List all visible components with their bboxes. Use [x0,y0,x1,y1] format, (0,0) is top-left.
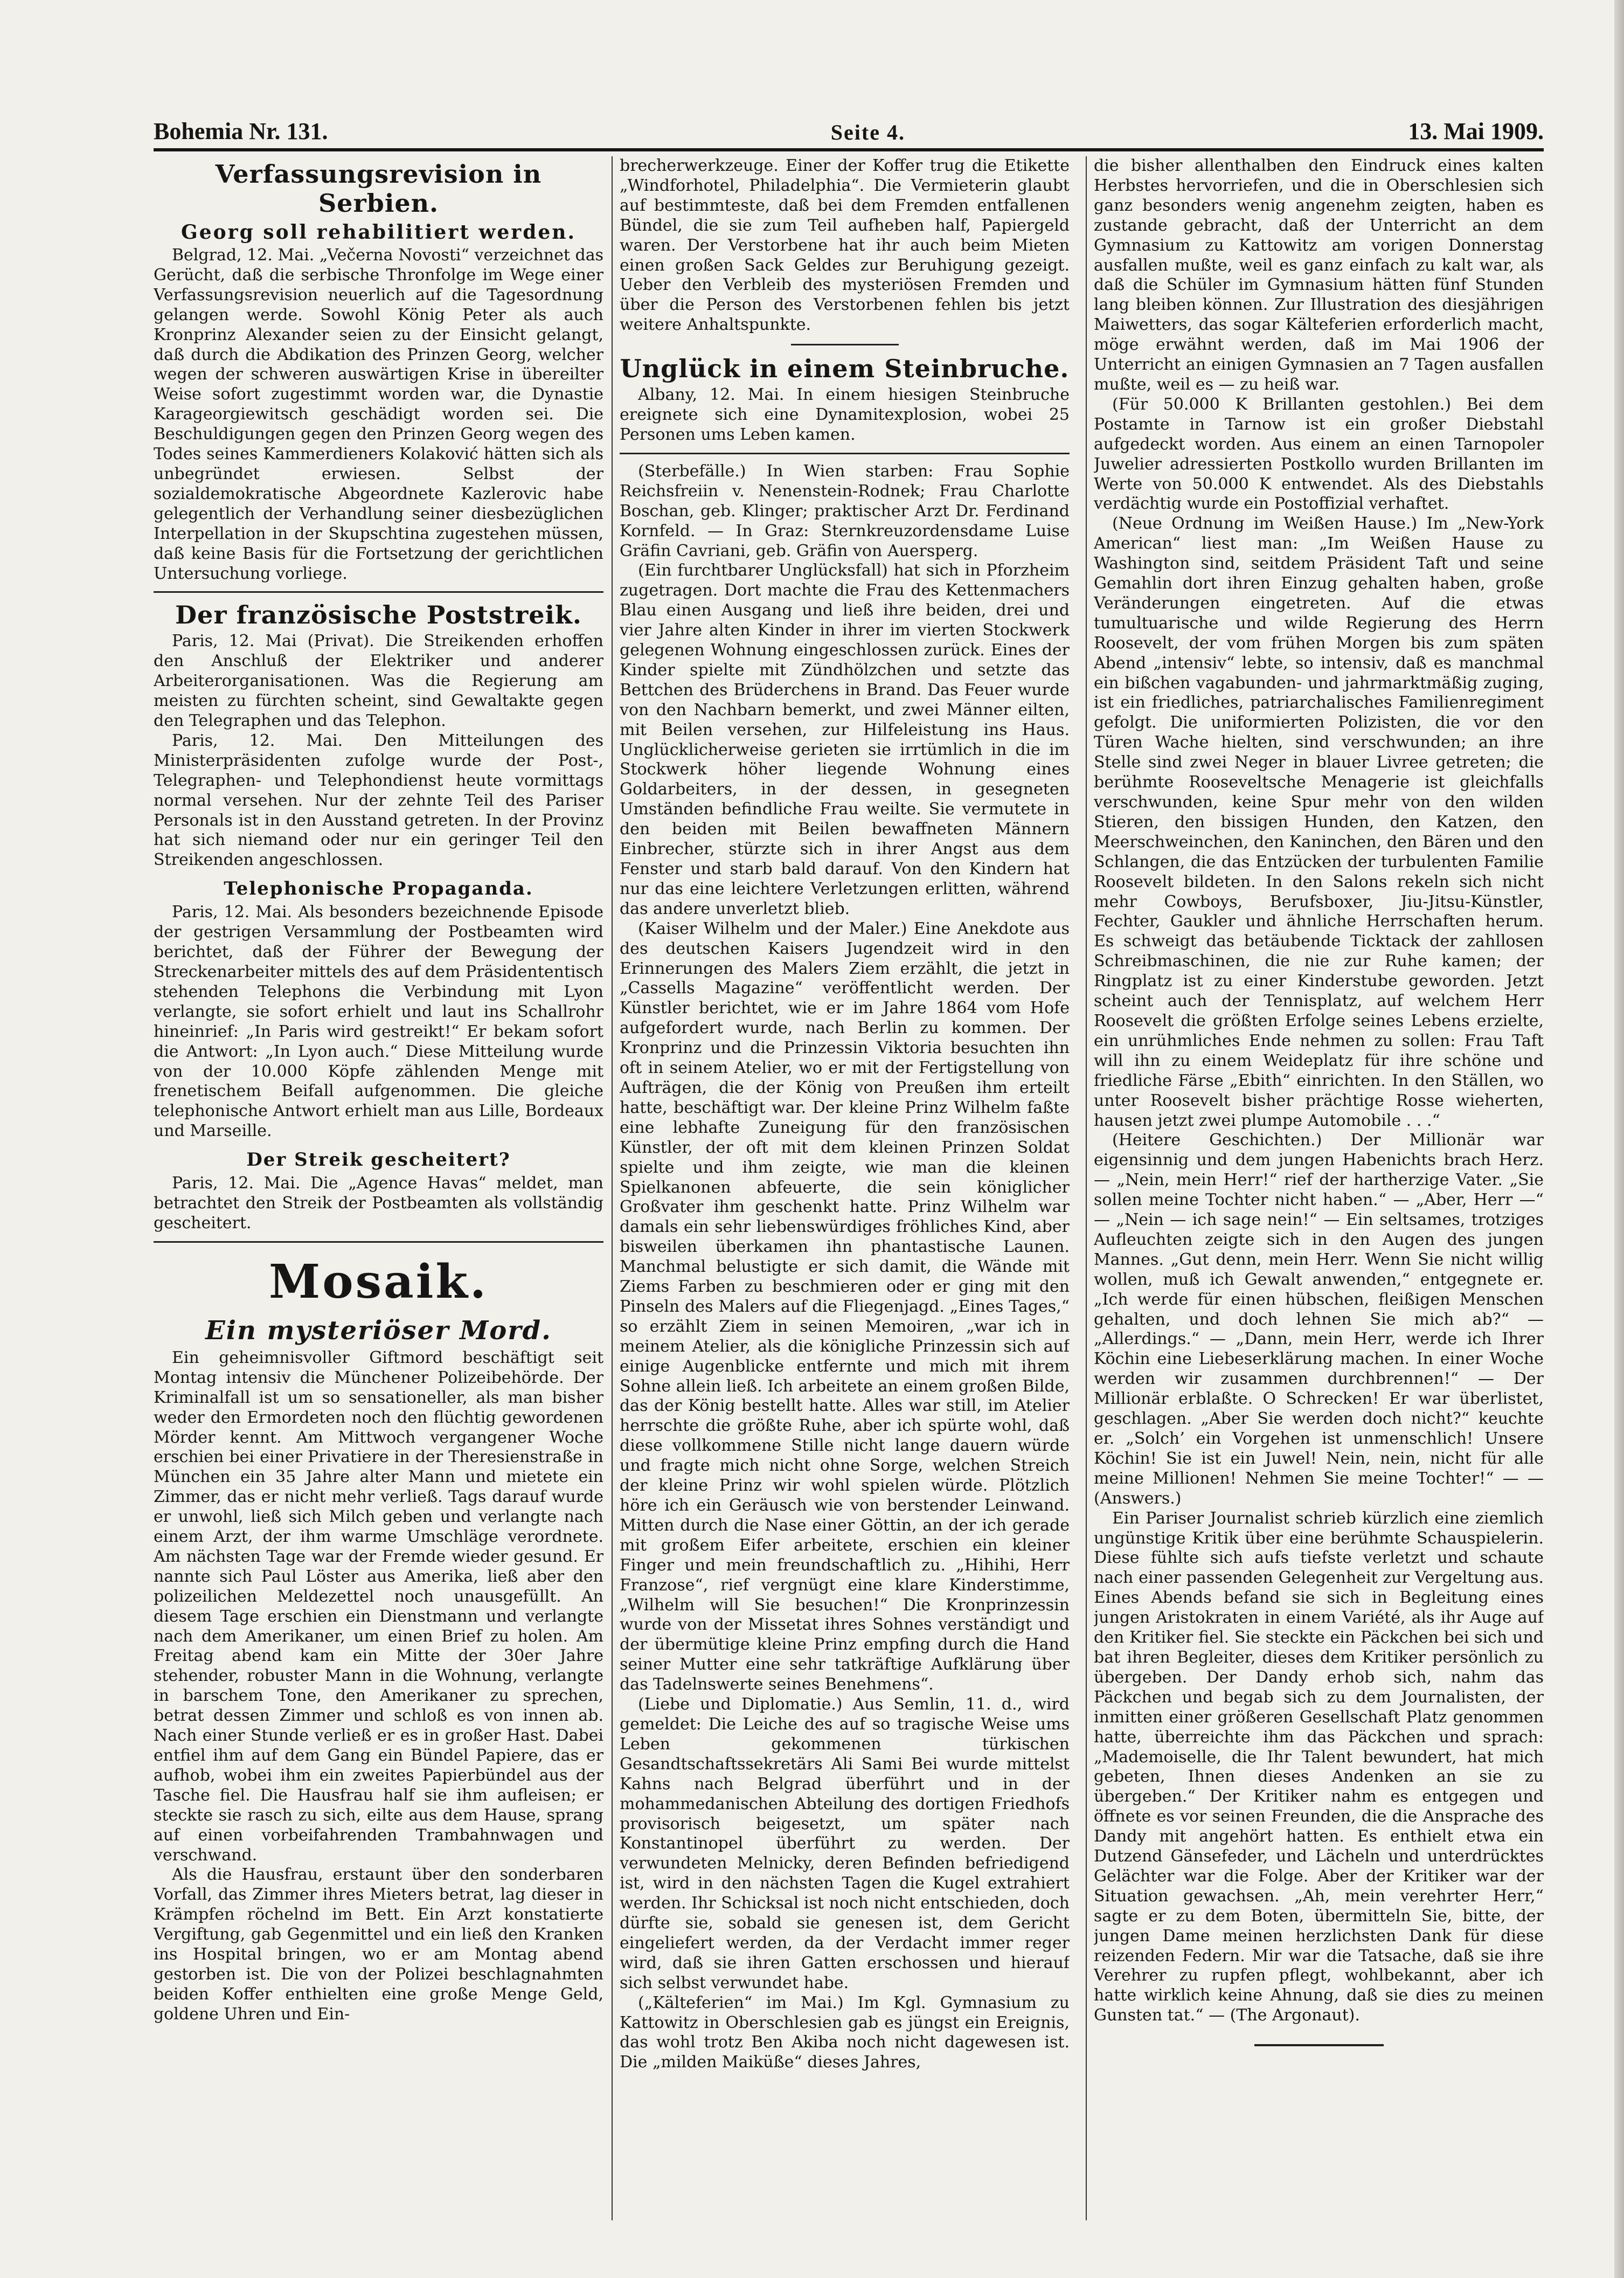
article-telephone-propaganda: Paris, 12. Mai. Als besonders bezeichnende Episode der gestrigen Versammlung der Postbeamten wird berichtet, daß der Führer der Bewegung der Streckenarbeiter mittels des auf dem Präsidententisch stehenden Telephons die Verbindung mit Lyon verlangte, sie sofort erhielt und laut ins Schallrohr hineinrief: „In Paris wird gestreikt!“ Er bekam sofort die Antwort: „In Lyon auch.“ Diese Mitteilung wurde von der 10.000 Köpfe zählenden Menge mit frenetischem Beifall aufgenommen. Die gleiche telephonische Antwort erhielt man aus Lille, Bordeaux und Marseille. [154,903,603,1141]
masthead-page-number: Seite 4. [830,120,905,144]
article-cold-holidays-continuation: die bisher allenthalben den Eindruck eines kalten Herbstes hervorriefen, und die in Oberschlesien sich ganz besonders wenig angenehm zeigten, haben es zustande gebracht, daß der Unterricht an dem Gymnasium zu Kattowitz am vorigen Donnerstag ausfallen mußte, weil es ganz einfach zu kalt war, als daß die Schüler im Gymnasium hätten fünf Stunden lang bleiben können. Zur Illustration des diesjährigen Maiwetters, das sogar Kälteferien erforderlich macht, möge erwähnt werden, daß im Mai 1906 der Unterricht an einigen Gymnasien an 7 Tagen ausfallen mußte, weil es — zu heiß war. [1094,156,1544,394]
headline-quarry-accident: Unglück in einem Steinbruche. [620,354,1070,384]
end-rule [1254,2044,1384,2046]
article-love-diplomacy: (Liebe und Diplomatie.) Aus Semlin, 11. d., wird gemeldet: Die Leiche des auf so tragische Weise ums Leben gekommenen türkischen Gesandtschaftssekretärs Ali Sami Bei wurde mittelst Kahns nach Belgrad überführt und in der mohammedanischen Abteilung des dortigen Friedhofs provisorisch beigesetzt, um später nach Konstantinopel überführt zu werden. Der verwundeten Melnicky, deren Befinden befriedigend ist, wird in den nächsten Tagen die Kugel extrahiert werden. Ihr Schicksal ist noch nicht entschieden, doch dürfte sie, sobald sie genesen ist, dem Gericht eingeliefert werden, da der Verdacht immer reger wird, daß sie ihren Gatten erschossen und hierauf sich selbst verwundet habe. [620,1695,1070,1992]
article-murder-continuation: brecherwerkzeuge. Einer der Koffer trug die Etikette „Windforhotel, Philadelphia“. Die Vermieterin glaubt auf bestimmteste, daß bei dem Fremden entfallenen Bündel, die sie zum Teil aufheben half, Papiergeld waren. Der Verstorbene hat ihr auch beim Mieten einen großen Sack Geldes zur Beruhigung gezeigt. Ueber den Verbleib des mysteriösen Fremden und über die Person des Verstorbenen fehlen bis jetzt weitere Anhaltspunkte. [620,156,1070,335]
article-paris-journalist: Ein Pariser Journalist schrieb kürzlich eine ziemlich ungünstige Kritik über eine berühmte Schauspielerin. Diese fühlte sich aufs tiefste verletzt und schaute nach einer passenden Gelegenheit zur Vergeltung aus. Eines Abends befand sie sich in Begleitung eines jungen Aristokraten in einem Variété, als ihr Auge auf den Kritiker fiel. Sie steckte ein Päckchen bei sich und bat ihren Begleiter, dieses dem Kritiker persönlich zu übergeben. Der Dandy erhob sich, nahm das Päckchen und begab sich zu dem Journalisten, der inmitten einer größeren Gesellschaft Platz genommen hatte, überreichte ihm das Päckchen und sprach: „Mademoiselle, die Ihr Talent bewundert, hat mich gebeten, Ihnen dieses Andenken an sie zu übergeben.“ Der Kritiker nahm es entgegen und öffnete es vor seinen Freunden, die die Ansprache des Dandy mit angehört hatten. Es enthielt etwa ein Dutzend Gänsefeder, und Lächeln und unterdrücktes Gelächter war die Folge. Aber der Kritiker war der Situation gewachsen. „Ah, mein verehrter Herr,“ sagte er zu dem Boten, übermitteln Sie, bitte, der jungen Dame meinen herzlichsten Dank für diese reizenden Federn. Mir war die Tatsache, daß sie ihre Verehrer zu rupfen pflegt, wohlbekannt, aber ich hatte wirklich keine Ahnung, daß sie dies zu meinen Gunsten tat.“ — (The Argonaut). [1094,1508,1544,2025]
article-deaths: (Sterbefälle.) In Wien starben: Frau Sophie Reichsfreiin v. Nenenstein-Rodnek; Frau Charlotte Boschan, geb. Klinger; praktischer Arzt Dr. Ferdinand Kornfeld. — In Graz: Sternkreuzordensdame Luise Gräfin Cavriani, geb. Gräfin von Auersperg. [620,461,1070,560]
section-title-mosaik: Mosaik. [269,1254,488,1309]
article-murder-text-2: Als die Hausfrau, erstaunt über den sonderbaren Vorfall, das Zimmer ihres Mieters betrat, lag dieser in Krämpfen röchelnd im Bett. Ein Arzt konstatierte Vergiftung, gab Gegenmittel und ein ließ den Kranken ins Hospital bringen, wo er am Montag abend gestorben ist. Die von der Polizei beschlagnahmten beiden Koffer enthielten eine große Menge Geld, goldene Uhren und Ein- [154,1865,603,2024]
article-serbia-text: Belgrad, 12. Mai. „Večerna Novosti“ verzeichnet das Gerücht, daß die serbische Thronfolge im Wege einer Verfassungsrevision neuerlich auf die Tagesordnung gelangen werde. Sowohl König Peter als auch Kronprinz Alexander seien zu der Einsicht gelangt, daß durch die Abdikation des Prinzen Georg, welcher wegen der schweren auswärtigen Krise in übereilter Weise sofort zugestimmt worden war, die Dynastie Karageorgiewitsch geschädigt worden sei. Die Beschuldigungen gegen den Prinzen Georg wegen des Todes seines Kammerdieners Kolaković hätten sich als unbegründet erwiesen. Selbst der sozialdemokratische Abgeordnete Kazlerovic habe gelegentlich der Verhandlung seiner diesbezüglichen Interpellation in der Skupschtina zugestehen müssen, daß keine Basis für die Fortsetzung der gerichtlichen Untersuchung vorliege. [154,246,603,583]
article-poststrike-paris-1: Paris, 12. Mai (Privat). Die Streikenden erhoffen den Anschluß der Elektriker und anderer Arbeiterorganisationen. Was die Regierung am meisten zu fürchten scheint, sind Gewaltakte gegen den Telegraphen und das Telephon. [154,632,603,731]
headline-serbia: Verfassungsrevision in Serbien. [215,160,542,218]
article-diamond-theft: (Für 50.000 K Brillanten gestohlen.) Bei dem Postamte in Tarnow ist ein großer Diebstahl aufgedeckt worden. Aus einem an einen Tarnopoler Juwelier adressierten Postkollo wurden Brillanten im Werte von 50.000 K entwendet. Als des Diebstahls verdächtig wurde ein Postoffizial verhaftet. [1094,394,1544,514]
section-rule [154,591,603,593]
subheadline-telephone-propaganda: Telephonische Propaganda. [224,878,533,900]
masthead-paper-issue: Bohemia Nr. 131. [154,118,328,144]
column-1 [154,156,603,2247]
subheadline-georg: Georg soll rehabilitiert werden. [181,221,577,244]
column-divider-2 [1086,156,1087,2220]
subheadline-strike-failed: Der Streik gescheitert? [246,1149,511,1171]
masthead-rule [154,148,1544,151]
page-edge [1614,0,1624,2278]
headline-poststrike: Der französische Poststreik. [175,600,582,630]
column-3 [1094,156,1544,2247]
article-murder-text-1: Ein geheimnisvoller Giftmord beschäftigt seit Montag intensiv die Münchener Polizeibehörde. Der Kriminalfall ist um so sensationeller, als man bisher weder den Ermordeten noch den flüchtig gewordenen Mörder kennt. Am Mittwoch vergangener Woche erschien bei einer Privatiere in der Theresienstraße in München ein 35 Jahre alter Mann und mietete ein Zimmer, das er nicht mehr verließ. Tags darauf wurde er unwohl, ließ sich Milch geben und verlangte nach einem Arzt, der ihm warme Umschläge verordnete. Am nächsten Tage war der Fremde wieder gesund. Er nannte sich Paul Löster aus Amerika, ließ aber den polizeilichen Meldezettel noch unausgefüllt. An diesem Tage erschien ein Dienstmann und verlangte nach dem Amerikaner, um einen Brief zu holen. Am Freitag abend kam ein Mitte der 30er Jahre stehender, robuster Mann in die Wohnung, verlangte in barschem Tone, den Amerikaner zu sprechen, betrat dessen Zimmer und schloß es von innen ab. Nach einer Stunde verließ er es in großer Hast. Dabei entfiel ihm auf dem Gang ein Bündel Papiere, das er aufhob, wobei ihm ein zweites Papierbündel aus der Tasche fiel. Die Hausfrau half sie ihm aufleisen; er steckte sie rasch zu sich, eilte aus dem Hause, sprang auf einen vorbeifahrenden Trambahnwagen und verschwand. [154,1348,603,1865]
article-kaiser-wilhelm-painter: (Kaiser Wilhelm und der Maler.) Eine Anekdote aus des deutschen Kaisers Jugendzeit wird in den Erinnerungen des Malers Ziem erzählt, die jetzt in „Cassells Magazine“ veröffentlicht werden. Der Künstler berichtet, wie er im Jahre 1864 vom Hofe aufgefordert wurde, nach Berlin zu kommen. Der Kronprinz und die Prinzessin Viktoria besuchten ihn oft in seinem Atelier, wo er mit der Fertigstellung von Aufträgen, die der König von Preußen ihm erteilt hatte, beschäftigt war. Der kleine Prinz Wilhelm faßte eine lebhafte Zuneigung für den französischen Künstler, der oft mit dem kleinen Prinzen Soldat spielte und ihm zeigte, wie man die kleinen Spielkanonen abfeuerte, die sein königlicher Großvater ihm geschenkt hatte. Prinz Wilhelm war damals ein sehr liebenswürdiges fröhliches Kind, aber bisweilen überkamen ihn phantastische Launen. Manchmal belustigte er sich damit, die Wände mit Ziems Farben zu beschmieren oder er ging mit den Pinseln des Malers auf die Fliegenjagd. „Eines Tages,“ so erzählt Ziem in seinen Memoiren, „war ich in meinem Atelier, als die königliche Prinzessin sich auf einige Augenblicke entfernte und mich mit ihrem Sohne allein ließ. Ich arbeitete an einem großen Bilde, das der König bestellt hatte. Alles war still, im Atelier herrschte die größte Ruhe, aber ich spürte wohl, daß diese vollkommene Stille nicht lange dauern würde und fragte mich nicht ohne Sorge, welchen Streich der kleine Prinz wir wohl spielen würde. Plötzlich höre ich ein Geräusch wie von berstender Leinwand. Mitten durch die Nase einer Göttin, an der ich gerade mit großem Eifer arbeitete, erschien ein kleiner Finger und mein freundschaftlich zu. „Hihihi, Herr Franzose“, rief vergnügt eine klare Kinderstimme, „Wilhelm will Sie besuchen!“ Die Kronprinzessin wurde von der Missetat ihres Sohnes verständigt und der übermütige kleine Prinz empfing durch die Hand seiner Mutter eine sehr tatkräftige Aufklärung über das Tadelnswerte seines Benehmens“. [620,919,1070,1694]
column-2 [620,156,1070,2247]
masthead-date: 13. Mai 1909. [1408,118,1544,144]
article-quarry-accident: Albany, 12. Mai. In einem hiesigen Steinbruche ereignete sich eine Dynamitexplosion, wobei 25 Personen ums Leben kamen. [620,385,1070,444]
masthead [154,106,1544,143]
headline-mysterious-murder: Ein mysteriöser Mord. [205,1315,552,1346]
article-cold-holidays: („Kälteferien“ im Mai.) Im Kgl. Gymnasium zu Kattowitz in Oberschlesien gab es jüngst ein Ereignis, das wohl trotz Ben Akiba noch nicht dagewesen ist. Die „milden Maiküße“ dieses Jahres, [620,1993,1070,2072]
article-pforzheim-accident: (Ein furchtbarer Unglücksfall) hat sich in Pforzheim zugetragen. Dort machte die Frau des Kettenmachers Blau einen Ausgang und ließ ihre beiden, drei und vier Jahre alten Kinder in ihrer im vierten Stockwerk gelegenen Wohnung eingeschlossen zurück. Eines der Kinder spielte mit Zündhölzchen und setzte das Bettchen des Brüderchens in Brand. Das Feuer wurde von den Nachbarn bemerkt, und zwei Männer eilten, mit Beilen versehen, zur Hilfeleistung ins Haus. Unglücklicherweise gerieten sie irrtümlich in die im Stockwerk höher liegende Wohnung eines Goldarbeiters, in der dessen, in gesegneten Umständen befindliche Frau weilte. Sie vermutete in den beiden mit Beilen bewaffneten Männern Einbrecher, stürzte sich in ihrer Angst aus dem Fenster und starb bald darauf. Von den Kindern hat nur das eine leichtere Verletzungen erlitten, während das andere unverletzt blieb. [620,561,1070,918]
article-strike-failed: Paris, 12. Mai. Die „Agence Havas“ meldet, man betrachtet den Streik der Postbeamten als vollständig gescheitert. [154,1174,603,1233]
column-divider-1 [612,156,613,2220]
article-funny-stories: (Heitere Geschichten.) Der Millionär war eigensinnig und dem jungen Habenichts brach Herz. — „Nein, mein Herr!“ rief der hartherzige Vater. „Sie sollen meine Tochter nicht haben.“ — „Aber, Herr —“ — „Nein — ich sage nein!“ — Ein seltsames, trotziges Aufleuchten zeigte sich in den Augen des jungen Mannes. „Gut denn, mein Herr. Wenn Sie nicht willig wollen, muß ich Gewalt anwenden,“ entgegnete er. „Ich werde für einen hübschen, fleißigen Menschen gehalten, und doch lehnen Sie mich ab?“ — „Allerdings.“ — „Dann, mein Herr, werde ich Ihrer Köchin eine Liebeserklärung machen. In einer Woche werden wir zusammen durchbrennen!“ — Der Millionär erblaßte. O Schrecken! Er war überlistet, geschlagen. „Aber Sie werden doch nicht?“ keuchte er. „Solch’ ein Vorgehen ist unmenschlich! Unsere Köchin! Sie ist ein Juwel! Nein, nein, nicht für alle meine Millionen! Nehmen Sie meine Tochter!“ — — (Answers.) [1094,1131,1544,1508]
section-rule [154,1241,603,1243]
article-poststrike-paris-2: Paris, 12. Mai. Den Mitteilungen des Ministerpräsidenten zufolge wurde der Post-, Telegraphen- und Telephondienst heute vormittags normal versehen. Nur der zehnte Teil des Pariser Personals ist in den Ausstand getreten. In der Provinz hat sich niemand oder nur ein geringer Teil den Streikenden angeschlossen. [154,731,603,870]
article-white-house: (Neue Ordnung im Weißen Hause.) Im „New-York American“ liest man: „Im Weißen Hause zu Washington sind, seitdem Präsident Taft und seine Gemahlin dort ihren Einzug gehalten haben, große Veränderungen eingetreten. Auf die etwas tumultuarische und wilde Regierung des Herrn Roosevelt, der vom frühen Morgen bis zum späten Abend „intensiv“ lebte, so intensiv, daß es manchmal ein bißchen vagabunden- und jahrmarktmäßig zuging, ist ein friedliches, patriarchalisches Familienregiment gefolgt. Die uniformierten Polizisten, die vor den Türen Wache hielten, sind verschwunden; an ihre Stelle sind zwei Neger in blauer Livree getreten; die berühmte Rooseveltsche Menagerie ist gleichfalls verschwunden, keine Spur mehr von den wilden Stieren, den bissigen Hunden, den Katzen, den Meerschweinchen, den Kaninchen, den Bären und den Schlangen, die das Entzücken der turbulenten Familie Roosevelt bildeten. In den Salons rekeln sich nicht mehr Cowboys, Berufsboxer, Jiu-Jitsu-Künstler, Fechter, Gaukler und ähnliche Herrschaften herum. Es schweigt das betäubende Ticktack der zahllosen Schreibmaschinen, die nie zur Ruhe kamen; der Ringplatz ist zu einer Kinderstube geworden. Jetzt scheint auch der Tennisplatz, auf welchem Herr Roosevelt die größten Erfolge seines Lebens erzielte, ein unrühmliches Ende nehmen zu sollen: Frau Taft will ihn zu einem Weideplatz für ihre schöne und friedliche Färse „Ebith“ einrichten. In den Ställen, wo unter Roosevelt bisher prächtige Rosse wieherten, hausen jetzt zwei plumpe Automobile . . .“ [1094,514,1544,1130]
section-rule [620,453,1070,454]
section-rule [791,344,899,345]
